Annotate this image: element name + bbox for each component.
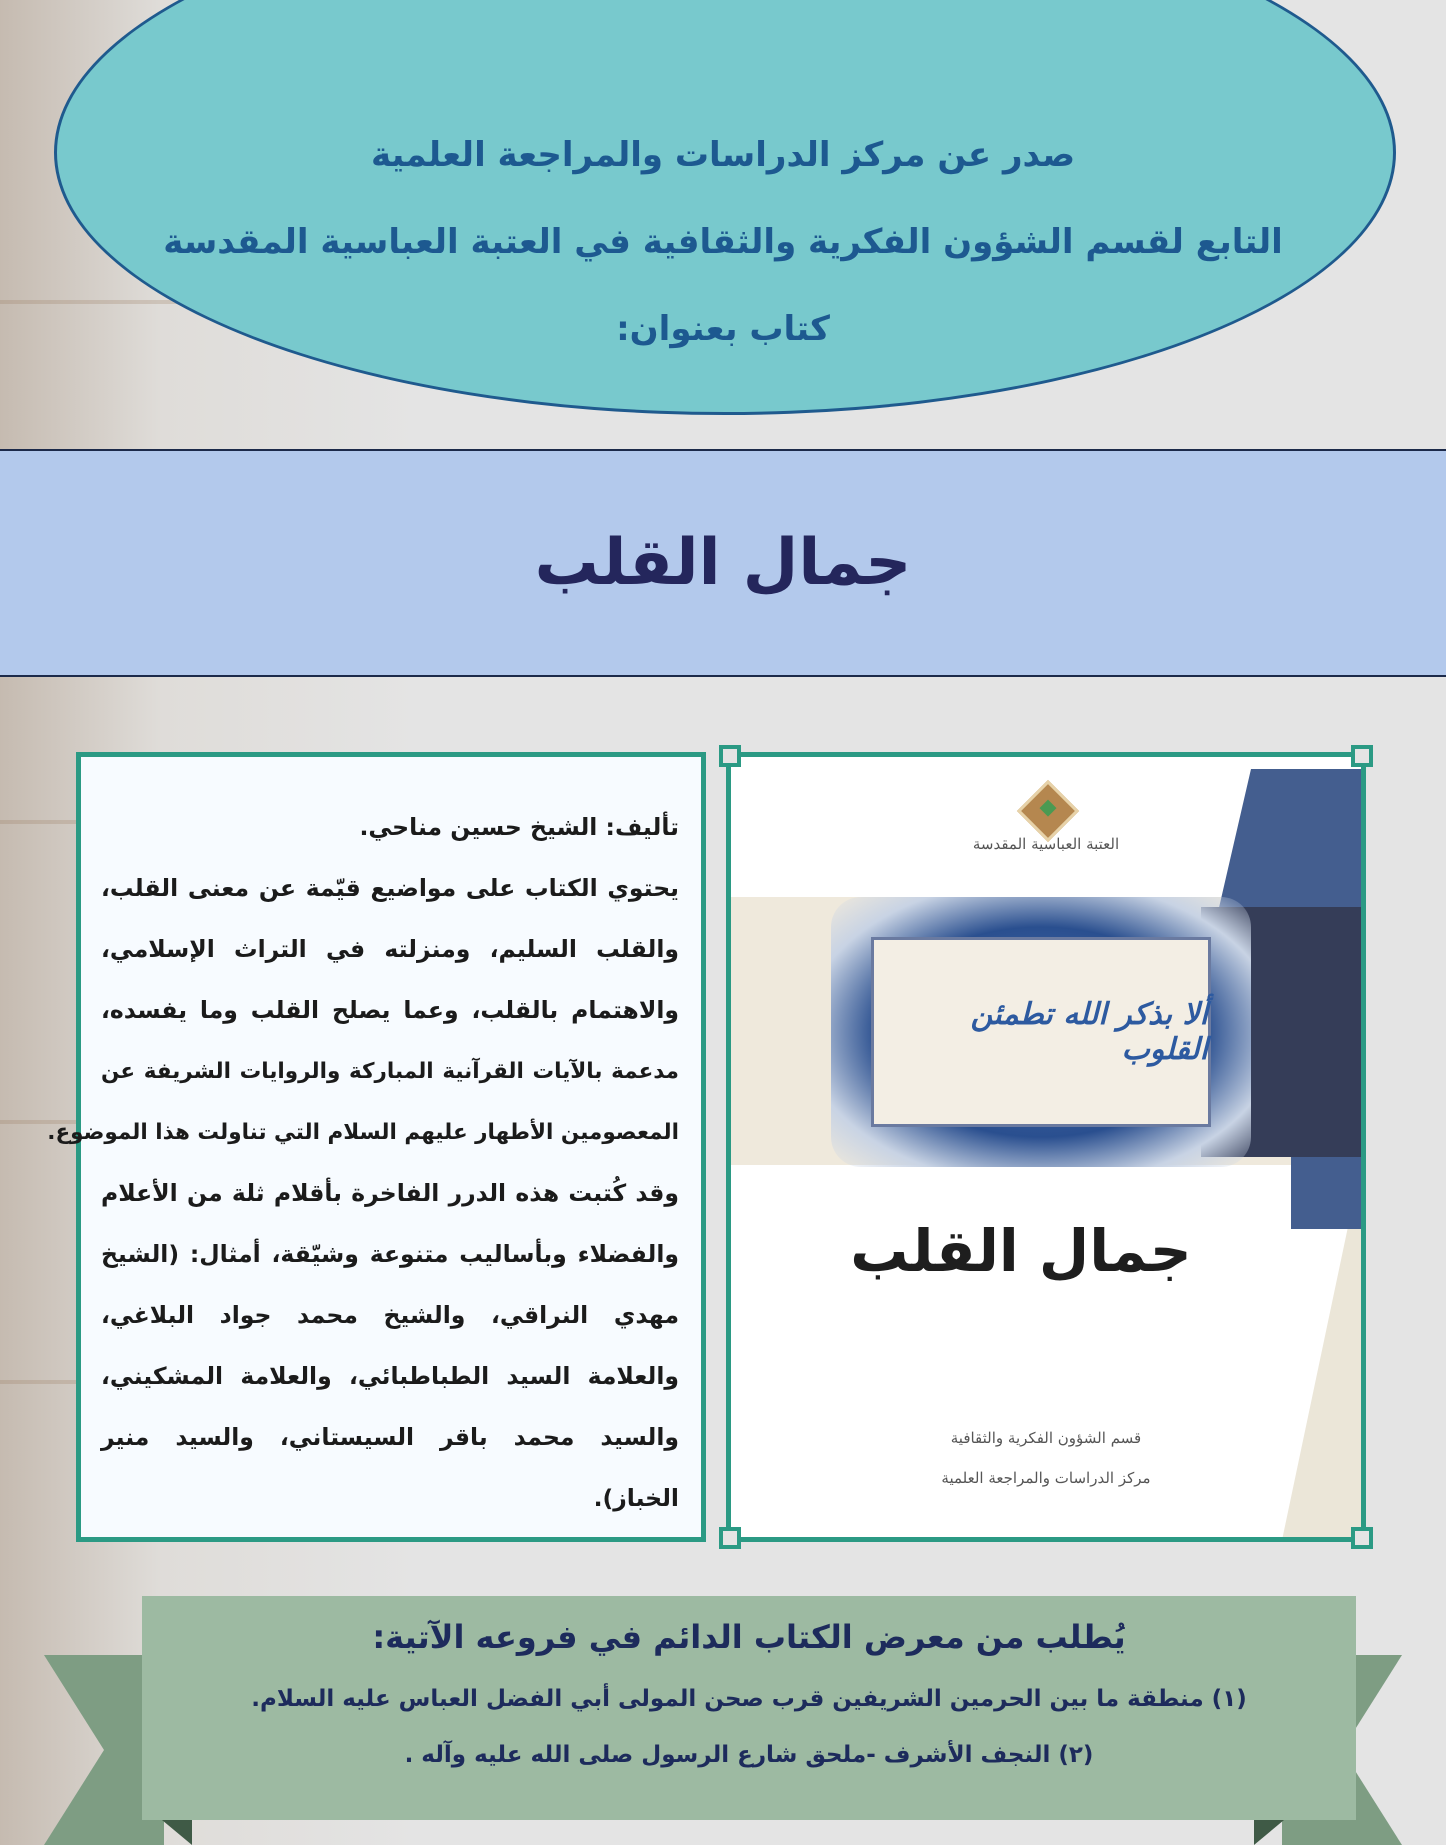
- description-line: والفضلاء وبأساليب متنوعة وشيّقة، أمثال: (الشيخ: [101, 1240, 679, 1268]
- calligraphy-ornament: [831, 897, 1251, 1167]
- ribbon-tail-left: [44, 1655, 104, 1845]
- shrine-logo-icon: [1017, 780, 1079, 842]
- frame-corner: [1351, 1527, 1373, 1549]
- description-line: الخباز).: [593, 1484, 679, 1512]
- ribbon-fold-left: [162, 1820, 192, 1845]
- cover-title: جمال القلب: [850, 1217, 1192, 1285]
- page-title: جمال القلب: [534, 526, 912, 600]
- description-line: والسيد محمد باقر السيستاني، والسيد منير: [101, 1423, 679, 1451]
- cover-footer-department: قسم الشؤون الفكرية والثقافية: [950, 1429, 1142, 1447]
- calligraphy-panel: [871, 937, 1211, 1127]
- availability-heading: يُطلب من معرض الكتاب الدائم في فروعه الآتية:: [372, 1618, 1126, 1656]
- book-cover: [726, 752, 1366, 1542]
- description-line: مهدي النراقي، والشيخ محمد جواد البلاغي،: [101, 1301, 679, 1329]
- header-line-book-label: كتاب بعنوان:: [616, 309, 830, 349]
- calligraphy-verse: ألا بذكر الله تطمئن القلوب: [970, 997, 1208, 1067]
- description-box: [47, 752, 706, 1542]
- description-line: والاهتمام بالقلب، وعما يصلح القلب وما يفسده،: [101, 996, 679, 1024]
- availability-ribbon: [142, 1596, 1356, 1820]
- header-text: [100, 125, 1346, 386]
- frame-corner: [719, 745, 741, 767]
- title-band: [0, 449, 1446, 677]
- availability-location: (١) منطقة ما بين الحرمين الشريفين قرب صحن المولى أبي الفضل العباس عليه السلام.: [251, 1686, 1247, 1712]
- header-line-department: التابع لقسم الشؤون الفكرية والثقافية في العتبة العباسية المقدسة: [163, 222, 1283, 262]
- header-line-publisher: صدر عن مركز الدراسات والمراجعة العلمية: [370, 135, 1076, 175]
- cover-logo-text: العتبة العباسية المقدسة: [972, 835, 1120, 853]
- ribbon-fold-right: [1254, 1820, 1284, 1845]
- frame-corner: [1351, 745, 1373, 767]
- description-line: يحتوي الكتاب على مواضيع قيّمة عن معنى القلب،: [101, 874, 679, 902]
- description-line: مدعمة بالآيات القرآنية المباركة والروايات الشريفة عن: [101, 1059, 679, 1084]
- description-line: والقلب السليم، ومنزلته في التراث الإسلامي،: [101, 935, 679, 963]
- availability-location: (٢) النجف الأشرف -ملحق شارع الرسول صلى الله عليه وآله .: [404, 1742, 1094, 1768]
- description-line: وقد كُتبت هذه الدرر الفاخرة بأقلام ثلة من الأعلام: [101, 1179, 679, 1207]
- cover-footer-center: مركز الدراسات والمراجعة العلمية: [941, 1469, 1151, 1487]
- description-line: المعصومين الأطهار عليهم السلام التي تناولت هذا الموضوع.: [47, 1120, 679, 1145]
- description-line: والعلامة السيد الطباطبائي، والعلامة المشكيني،: [101, 1362, 679, 1390]
- description-line: تأليف: الشيخ حسين مناحي.: [359, 813, 679, 841]
- frame-corner: [719, 1527, 741, 1549]
